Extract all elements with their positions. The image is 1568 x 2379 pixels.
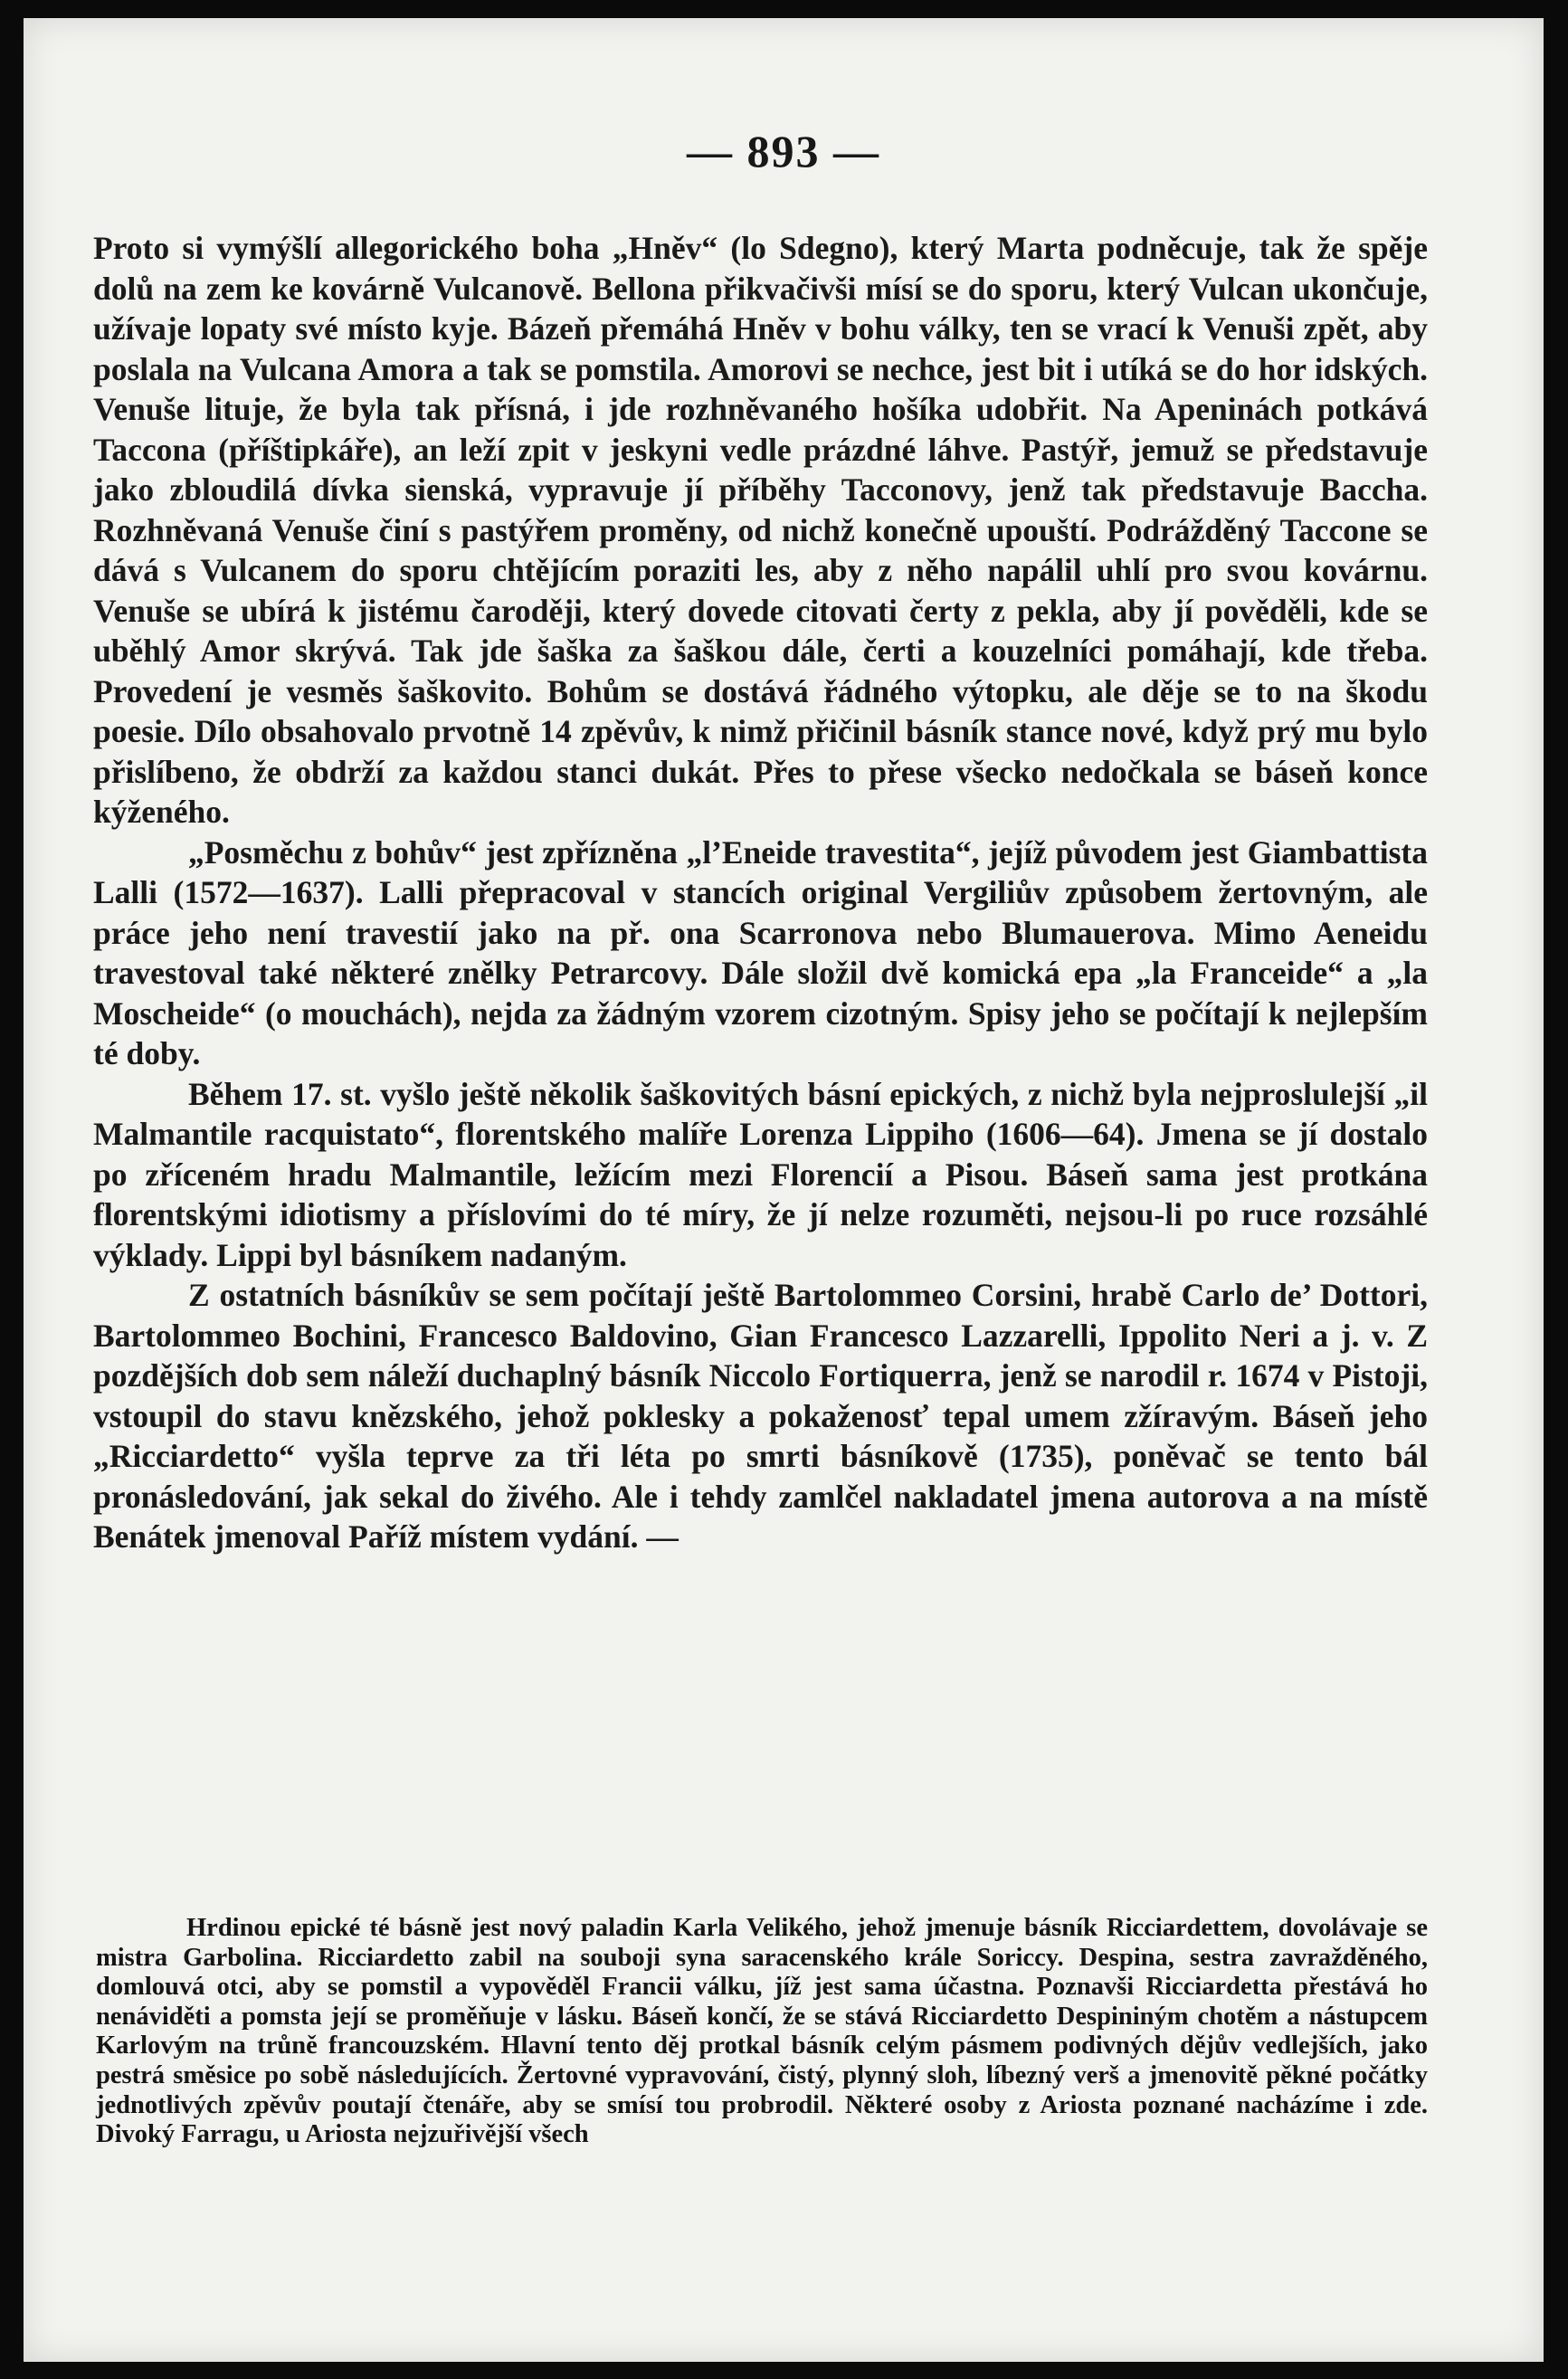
paragraph-1: Proto si vymýšlí allegorického boha „Hněv“ (lo Sdegno), který Marta podněcuje, tak že spěje dolů na zem ke kovárně Vulcanově. Bellona přikvačivši mísí se do sporu, který Vulcan ukončuje, užívaje lopaty své místo kyje. Bázeň přemáhá Hněv v bohu války, ten se vrací k Venuši zpět, aby poslala na Vulcana Amora a tak se pomstila. Amorovi se nechce, jest bit i utíká se do hor idských. Venuše lituje, že byla tak přísná, i jde rozhněvaného hošíka udobřit. Na Apeninách potkává Taccona (příštipkáře), an leží zpit v jeskyni vedle prázdné láhve. Pastýř, jemuž se představuje jako zbloudilá dívka sienská, vypravuje jí příběhy Tacconovy, jenž tak představuje Baccha. Rozhněvaná Venuše činí s pastýřem proměny, od nichž konečně upouští. Podrážděný Taccone se dává s Vulcanem do sporu chtějícím poraziti les, aby z něho napálil uhlí pro svou kovárnu. Venuše se ubírá k jistému čaroději, který dovede citovati čerty z pekla, aby jí pověděli, kde se uběhlý Amor skrývá. Tak jde šaška za šaškou dále, čerti a kouzelníci pomáhají, kde třeba. Provedení je vesměs šaškovito. Bohům se dostává řádného výtopku, ale děje se to na škodu poesie. Dílo obsahovalo prvotně 14 zpěvův, k nimž přičinil básník stance nové, když prý mu bylo přislíbeno, že obdrží za každou stanci dukát. Přes to přese všecko nedočkala se báseň konce kýženého. [93,230,1428,830]
paragraph-2: „Posměchu z bohův“ jest zpřízněna „l’Eneide travestita“, jejíž původem jest Giambattista Lalli (1572—1637). Lalli přepracoval v stancích original Vergiliův způsobem žertovným, ale práce jeho není travestií jako na př. ona Scarronova nebo Blumauerova. Mimo Aeneidu travestoval také některé znělky Petrarcovy. Dále složil dvě komická epa „la Franceide“ a „la Moscheide“ (o mouchách), nejda za žádným vzorem cizotným. Spisy jeho se počítají k nejlepším té doby. [93,833,1428,1071]
page-number: — 893 — [687,126,880,176]
paragraph-3: Během 17. st. vyšlo ještě několik šaškovitých básní epických, z nichž byla nejproslulejší „il Malmantile racquistato“, florentského malíře Lorenza Lippiho (1606—64). Jmena se jí dostalo po zříceném hradu Malmantile, ležícím mezi Florencií a Pisou. Báseň sama jest protkána florentskými idiotismy a příslovími do té míry, že jí nelze rozuměti, nejsou-li po ruce rozsáhlé výklady. Lippi byl básníkem nadaným. [93,1075,1428,1273]
body-text [93,228,1428,1557]
paragraph-4: Z ostatních básníkův se sem počítají ještě Bartolommeo Corsini, hrabě Carlo de’ Dottori, Bartolommeo Bochini, Francesco Baldovino, Gian Francesco Lazzarelli, Ippolito Neri a j. v. Z pozdějších dob sem náleží duchaplný básník Niccolo Fortiquerra, jenž se narodil r. 1674 v Pistoji, vstoupil do stavu knězského, jehož poklesky a pokaženosť tepal umem zžíravým. Báseň jeho „Ricciardetto“ vyšla teprve za tři léta po smrti básníkově (1735), poněvač se tento bál pronásledování, jak sekal do živého. Ale i tehdy zamlčel nakladatel jmena autorova a na místě Benátek jmenoval Paříž místem vydání. — [93,1277,1428,1555]
footnote [96,1914,1428,2150]
scanned-page [24,18,1544,2362]
footnote-text: Hrdinou epické té básně jest nový paladin Karla Velikého, jehož jmenuje básník Ricciardettem, dovolávaje se mistra Garbolina. Ricciardetto zabil na souboji syna saracenského krále Soriccy. Despina, sestra zavražděného, domlouvá otci, aby se pomstil a vypověděl Francii válku, jíž jest sama účastna. Poznavši Ricciardetta přestává ho nenáviděti a pomsta její se proměňuje v lásku. Báseň končí, že se stává Ricciardetto Despininým chotěm a nástupcem Karlovým na trůně francouzském. Hlavní tento děj protkal básník celým pásmem podivných dějův vedlejších, jako pestrá směsice po sobě následujících. Žertovné vypravování, čistý, plynný sloh, líbezný verš a jmenovitě pěkné počátky jednotlivých zpěvův poutají čtenáře, aby se smísí tou probrodil. Některé osoby z Ariosta poznané nacházíme i zde. Divoký Farragu, u Ariosta nejzuřivější všech [96,1914,1428,2149]
